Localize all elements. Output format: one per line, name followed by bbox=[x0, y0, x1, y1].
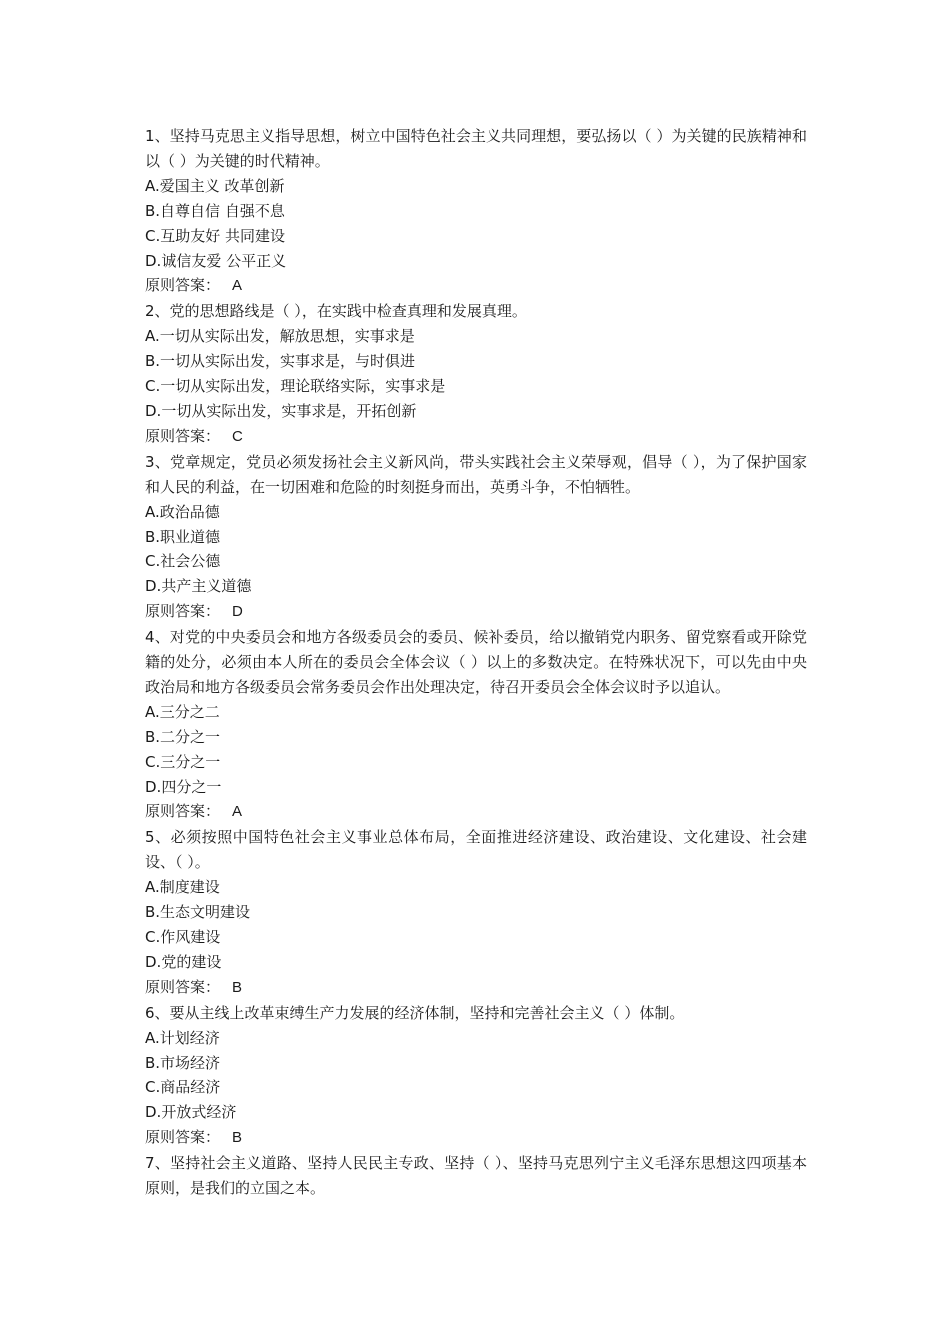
option-c: C.商品经济 bbox=[145, 1078, 221, 1097]
answer-value: A bbox=[232, 277, 243, 295]
question-block-3 bbox=[145, 450, 807, 625]
answer-label: 原则答案： bbox=[145, 426, 221, 445]
answer-value: B bbox=[232, 1129, 243, 1147]
option-a: A.爱国主义 改革创新 bbox=[145, 176, 285, 195]
answer-value: D bbox=[232, 603, 243, 621]
option-b: B.二分之一 bbox=[145, 727, 221, 746]
option-d: D.诚信友爱 公平正义 bbox=[145, 251, 287, 270]
question-block-5 bbox=[145, 825, 807, 1000]
question-block-6 bbox=[145, 1001, 807, 1151]
option-b: B.职业道德 bbox=[145, 527, 221, 546]
option-a: A.制度建设 bbox=[145, 878, 220, 897]
option-c: C.三分之一 bbox=[145, 752, 221, 771]
answer-label: 原则答案： bbox=[145, 977, 221, 996]
question-text: 7、坚持社会主义道路、坚持人民民主专政、坚持（ ）、坚持马克思列宁主义毛泽东思想这四项基本原则，是我们的立国之本。 bbox=[145, 1154, 807, 1198]
answer-value: B bbox=[232, 978, 243, 996]
question-block-1 bbox=[145, 124, 807, 299]
answer-label: 原则答案： bbox=[145, 602, 221, 621]
option-b: B.自尊自信 自强不息 bbox=[145, 201, 285, 220]
question-block-2 bbox=[145, 299, 807, 449]
option-b: B.生态文明建设 bbox=[145, 903, 251, 922]
option-a: A.一切从实际出发，解放思想，实事求是 bbox=[145, 327, 415, 346]
option-d: D.四分之一 bbox=[145, 777, 222, 796]
option-b: B.一切从实际出发，实事求是，与时俱进 bbox=[145, 352, 416, 371]
question-text: 5、必须按照中国特色社会主义事业总体布局，全面推进经济建设、政治建设、文化建设、社会建设、（ ）。 bbox=[145, 828, 807, 872]
option-d: D.一切从实际出发，实事求是，开拓创新 bbox=[145, 401, 417, 420]
option-c: C.互助友好 共同建设 bbox=[145, 226, 286, 245]
question-text: 3、党章规定，党员必须发扬社会主义新风尚，带头实践社会主义荣辱观，倡导（ ），为了保护国家和人民的利益，在一切困难和危险的时刻挺身而出，英勇斗争，不怕牺牲。 bbox=[145, 452, 807, 496]
answer-line bbox=[145, 975, 807, 1001]
answer-line bbox=[145, 424, 807, 450]
option-d: D.党的建设 bbox=[145, 952, 222, 971]
answer-value: C bbox=[232, 427, 243, 445]
answer-line bbox=[145, 1125, 807, 1151]
option-b: B.市场经济 bbox=[145, 1053, 221, 1072]
question-text: 1、坚持马克思主义指导思想，树立中国特色社会主义共同理想，要弘扬以（ ）为关键的民族精神和以（ ）为关键的时代精神。 bbox=[145, 127, 807, 170]
question-text: 6、要从主线上改革束缚生产力发展的经济体制，坚持和完善社会主义（ ）体制。 bbox=[145, 1003, 685, 1022]
option-c: C.作风建设 bbox=[145, 928, 221, 946]
question-block-7 bbox=[145, 1151, 807, 1201]
option-a: A.三分之二 bbox=[145, 702, 220, 721]
document-page bbox=[145, 124, 807, 1201]
option-a: A.计划经济 bbox=[145, 1028, 220, 1047]
answer-label: 原则答案： bbox=[145, 802, 221, 821]
option-c: C.一切从实际出发，理论联络实际，实事求是 bbox=[145, 377, 446, 396]
answer-line bbox=[145, 599, 807, 625]
option-a: A.政治品德 bbox=[145, 502, 220, 521]
option-c: C.社会公德 bbox=[145, 552, 221, 571]
answer-label: 原则答案： bbox=[145, 1128, 221, 1147]
question-text: 2、党的思想路线是（ ），在实践中检查真理和发展真理。 bbox=[145, 302, 527, 321]
option-d: D.开放式经济 bbox=[145, 1103, 237, 1122]
question-text: 4、对党的中央委员会和地方各级委员会的委员、候补委员，给以撤销党内职务、留党察看或开除党籍的处分，必须由本人所在的委员会全体会议（ ）以上的多数决定。在特殊状况下，可以先由中央政治局和地方各级委员会常务委员会作出处理决定，待召开委员会全体会议时予以追认。 bbox=[145, 628, 807, 696]
answer-label: 原则答案： bbox=[145, 276, 221, 295]
option-d: D.共产主义道德 bbox=[145, 577, 252, 596]
answer-line bbox=[145, 273, 807, 299]
answer-line bbox=[145, 799, 807, 825]
answer-value: A bbox=[232, 803, 243, 821]
question-block-4 bbox=[145, 625, 807, 825]
